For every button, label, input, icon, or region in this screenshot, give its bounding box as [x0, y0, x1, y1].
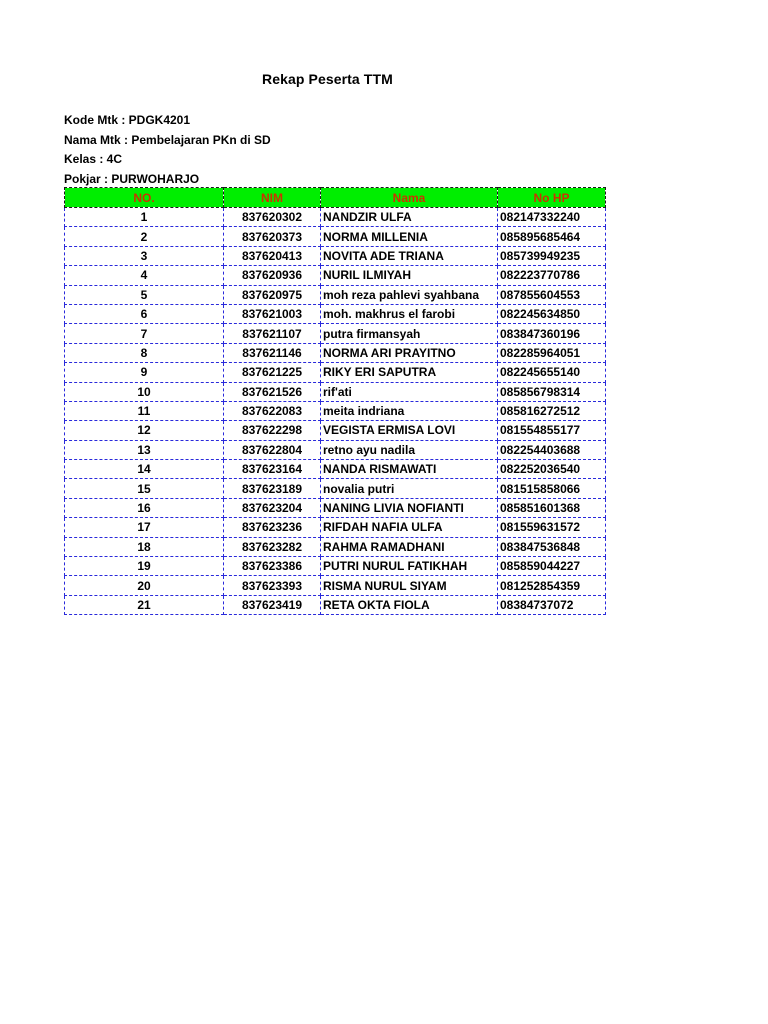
header-no: NO.	[65, 188, 224, 208]
table-row	[65, 363, 606, 382]
cell-no-hp: 083847536848	[498, 537, 606, 556]
cell-no: 16	[65, 498, 224, 517]
cell-nim: 837621526	[224, 382, 321, 401]
cell-nama: VEGISTA ERMISA LOVI	[321, 421, 498, 440]
cell-nama: RAHMA RAMADHANI	[321, 537, 498, 556]
cell-nama: RISMA NURUL SIYAM	[321, 576, 498, 595]
cell-nama: moh. makhrus el farobi	[321, 304, 498, 323]
cell-nama: PUTRI NURUL FATIKHAH	[321, 557, 498, 576]
cell-no: 13	[65, 440, 224, 459]
cell-nama: moh reza pahlevi syahbana	[321, 285, 498, 304]
cell-nim: 837623189	[224, 479, 321, 498]
cell-no: 6	[65, 304, 224, 323]
cell-nama: NANING LIVIA NOFIANTI	[321, 498, 498, 517]
table-row	[65, 208, 606, 227]
cell-no: 4	[65, 266, 224, 285]
cell-no: 11	[65, 401, 224, 420]
cell-nim: 837622804	[224, 440, 321, 459]
cell-no: 7	[65, 324, 224, 343]
table-row	[65, 285, 606, 304]
cell-no-hp: 082254403688	[498, 440, 606, 459]
table-row	[65, 246, 606, 265]
table-row	[65, 537, 606, 556]
cell-nama: RIKY ERI SAPUTRA	[321, 363, 498, 382]
cell-no: 19	[65, 557, 224, 576]
cell-no-hp: 087855604553	[498, 285, 606, 304]
cell-no: 3	[65, 246, 224, 265]
cell-no: 1	[65, 208, 224, 227]
cell-no: 8	[65, 343, 224, 362]
cell-no: 17	[65, 518, 224, 537]
cell-nim: 837623386	[224, 557, 321, 576]
cell-nama: rif'ati	[321, 382, 498, 401]
cell-no: 14	[65, 460, 224, 479]
cell-no: 5	[65, 285, 224, 304]
participant-table	[64, 187, 606, 615]
cell-nim: 837623204	[224, 498, 321, 517]
table-row	[65, 460, 606, 479]
cell-no: 20	[65, 576, 224, 595]
cell-no-hp: 08384737072	[498, 595, 606, 614]
cell-nim: 837620373	[224, 227, 321, 246]
cell-no: 12	[65, 421, 224, 440]
table-row	[65, 343, 606, 362]
table-row	[65, 440, 606, 459]
course-info	[64, 111, 271, 189]
cell-no: 18	[65, 537, 224, 556]
cell-nim: 837623393	[224, 576, 321, 595]
table-row	[65, 576, 606, 595]
table-row	[65, 518, 606, 537]
cell-nim: 837623164	[224, 460, 321, 479]
cell-no-hp: 081559631572	[498, 518, 606, 537]
cell-no-hp: 081515858066	[498, 479, 606, 498]
cell-no: 21	[65, 595, 224, 614]
cell-no-hp: 082252036540	[498, 460, 606, 479]
table-row	[65, 324, 606, 343]
cell-nim: 837621003	[224, 304, 321, 323]
table-row	[65, 421, 606, 440]
cell-no: 10	[65, 382, 224, 401]
table-row	[65, 401, 606, 420]
table-row	[65, 498, 606, 517]
cell-nim: 837620302	[224, 208, 321, 227]
cell-no-hp: 082245634850	[498, 304, 606, 323]
table-header-row	[65, 188, 606, 208]
cell-nim: 837621225	[224, 363, 321, 382]
cell-nama: putra firmansyah	[321, 324, 498, 343]
table-body	[65, 208, 606, 615]
cell-nim: 837623282	[224, 537, 321, 556]
cell-no-hp: 085851601368	[498, 498, 606, 517]
cell-nama: novalia putri	[321, 479, 498, 498]
cell-no-hp: 081554855177	[498, 421, 606, 440]
table-row	[65, 227, 606, 246]
cell-nama: NORMA ARI PRAYITNO	[321, 343, 498, 362]
cell-nim: 837620936	[224, 266, 321, 285]
cell-nama: RETA OKTA FIOLA	[321, 595, 498, 614]
cell-no-hp: 085895685464	[498, 227, 606, 246]
header-nama: Nama	[321, 188, 498, 208]
cell-no-hp: 085859044227	[498, 557, 606, 576]
cell-nim: 837622298	[224, 421, 321, 440]
cell-no: 9	[65, 363, 224, 382]
cell-no-hp: 085816272512	[498, 401, 606, 420]
cell-no-hp: 082245655140	[498, 363, 606, 382]
cell-nama: NANDZIR ULFA	[321, 208, 498, 227]
cell-no: 15	[65, 479, 224, 498]
cell-no-hp: 082223770786	[498, 266, 606, 285]
cell-nim: 837620413	[224, 246, 321, 265]
course-code: Kode Mtk : PDGK4201	[64, 113, 191, 127]
cell-no-hp: 082147332240	[498, 208, 606, 227]
cell-nim: 837621146	[224, 343, 321, 362]
cell-no-hp: 085739949235	[498, 246, 606, 265]
cell-no-hp: 083847360196	[498, 324, 606, 343]
header-no-hp: No HP	[498, 188, 606, 208]
table-row	[65, 266, 606, 285]
pokjar-label: Pokjar : PURWOHARJO	[64, 171, 200, 186]
cell-nama: RIFDAH NAFIA ULFA	[321, 518, 498, 537]
course-name: Nama Mtk : Pembelajaran PKn di SD	[64, 132, 271, 147]
cell-nama: NURIL ILMIYAH	[321, 266, 498, 285]
cell-no-hp: 082285964051	[498, 343, 606, 362]
cell-nim: 837623236	[224, 518, 321, 537]
header-nim: NIM	[224, 188, 321, 208]
cell-nim: 837623419	[224, 595, 321, 614]
cell-nim: 837621107	[224, 324, 321, 343]
cell-nim: 837622083	[224, 401, 321, 420]
table-row	[65, 595, 606, 614]
cell-nama: retno ayu nadila	[321, 440, 498, 459]
class-label: Kelas : 4C	[64, 152, 123, 167]
cell-nama: NOVITA ADE TRIANA	[321, 246, 498, 265]
table-row	[65, 557, 606, 576]
table-row	[65, 304, 606, 323]
table-row	[65, 479, 606, 498]
cell-nim: 837620975	[224, 285, 321, 304]
cell-nama: NANDA RISMAWATI	[321, 460, 498, 479]
cell-nama: meita indriana	[321, 401, 498, 420]
cell-nama: NORMA MILLENIA	[321, 227, 498, 246]
cell-no-hp: 085856798314	[498, 382, 606, 401]
cell-no-hp: 081252854359	[498, 576, 606, 595]
table-row	[65, 382, 606, 401]
document-title: Rekap Peserta TTM	[262, 71, 393, 87]
cell-no: 2	[65, 227, 224, 246]
